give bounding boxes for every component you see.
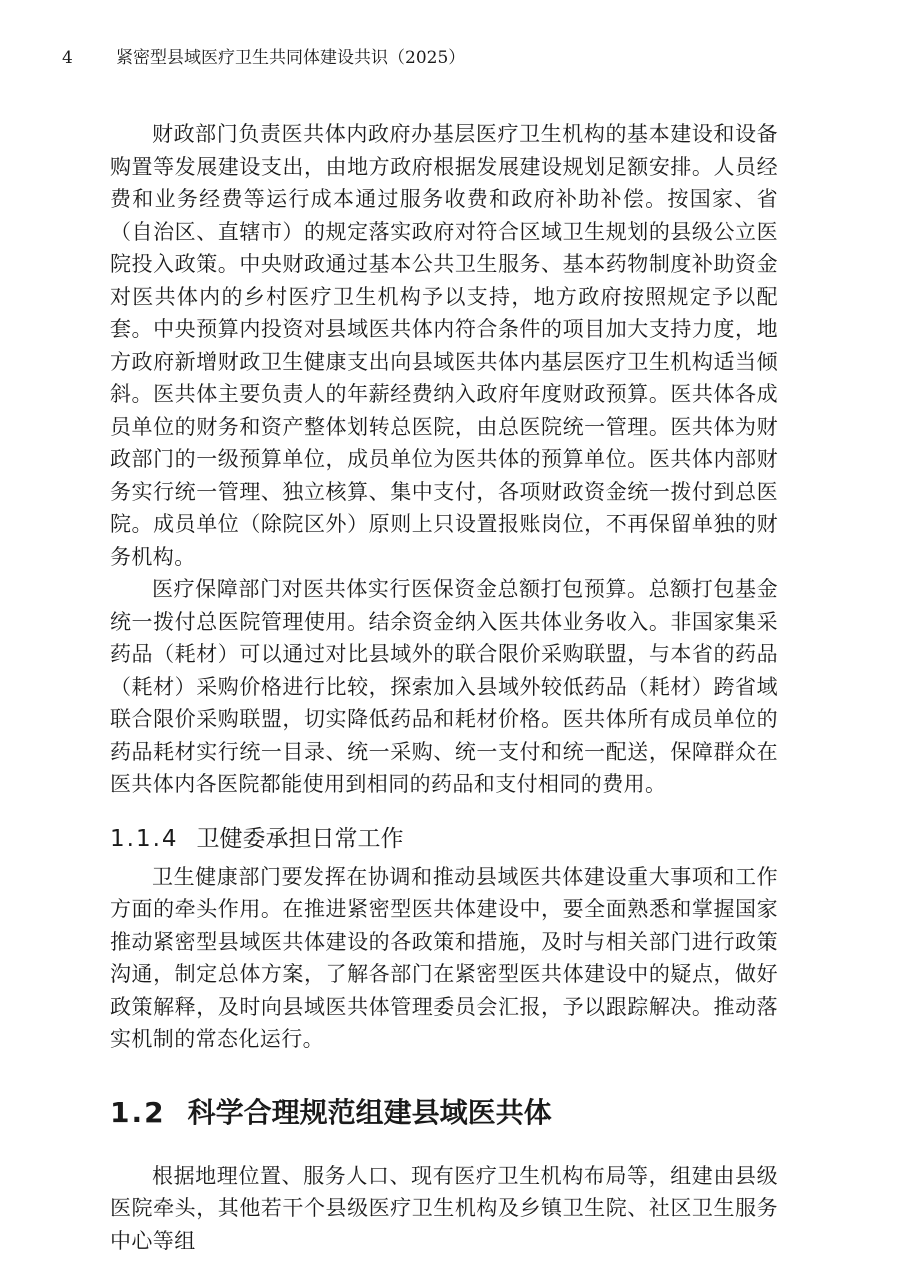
section-title: 卫健委承担日常工作 — [196, 825, 404, 852]
running-header — [62, 46, 465, 70]
running-title: 紧密型县域医疗卫生共同体建设共识（2025） — [116, 48, 466, 68]
section-heading-1-2 — [110, 1094, 778, 1132]
paragraph-medical-insurance: 医疗保障部门对医共体实行医保资金总额打包预算。总额打包基金统一拨付总医院管理使用。结余资金纳入医共体业务收入。非国家集采药品（耗材）可以通过对比县域外的联合限价采购联盟，与本省的药品（耗材）采购价格进行比较，探索加入县域外较低药品（耗材）跨省域联合限价采购联盟，切实降低药品和耗材价格。医共体所有成员单位的药品耗材实行统一目录、统一采购、统一支付和统一配送，保障群众在医共体内各医院都能使用到相同的药品和支付相同的费用。 — [110, 577, 778, 796]
paragraph-health-commission: 卫生健康部门要发挥在协调和推动县域医共体建设重大事项和工作方面的牵头作用。在推进紧密型医共体建设中，要全面熟悉和掌握国家推动紧密型县域医共体建设的各政策和措施，及时与相关部门进行政策沟通，制定总体方案，了解各部门在紧密型医共体建设中的疑点，做好政策解释，及时向县域医共体管理委员会汇报，予以跟踪解决。推动落实机制的常态化运行。 — [110, 864, 778, 1051]
page-number: 4 — [62, 48, 73, 68]
section-heading-1-1-4 — [110, 823, 778, 855]
section-title: 科学合理规范组建县域医共体 — [187, 1095, 552, 1129]
section-number: 1.1.4 — [110, 825, 179, 852]
paragraph-organization: 根据地理位置、服务人口、现有医疗卫生机构布局等，组建由县级医院牵头，其他若干个县级医疗卫生机构及乡镇卫生院、社区卫生服务中心等组 — [110, 1163, 778, 1253]
page-body — [110, 118, 778, 1257]
section-number: 1.2 — [110, 1095, 166, 1129]
paragraph-finance-department: 财政部门负责医共体内政府办基层医疗卫生机构的基本建设和设备购置等发展建设支出，由地方政府根据发展建设规划足额安排。人员经费和业务经费等运行成本通过服务收费和政府补助补偿。按国家、省（自治区、直辖市）的规定落实政府对符合区域卫生规划的县级公立医院投入政策。中央财政通过基本公共卫生服务、基本药物制度补助资金对医共体内的乡村医疗卫生机构予以支持，地方政府按照规定予以配套。中央预算内投资对县域医共体内符合条件的项目加大支持力度，地方政府新增财政卫生健康支出向县域医共体内基层医疗卫生机构适当倾斜。医共体主要负责人的年薪经费纳入政府年度财政预算。医共体各成员单位的财务和资产整体划转总医院，由总医院统一管理。医共体为财政部门的一级预算单位，成员单位为医共体的预算单位。医共体内部财务实行统一管理、独立核算、集中支付，各项财政资金统一拨付到总医院。成员单位（除院区外）原则上只设置报账岗位，不再保留单独的财务机构。 — [110, 122, 778, 569]
